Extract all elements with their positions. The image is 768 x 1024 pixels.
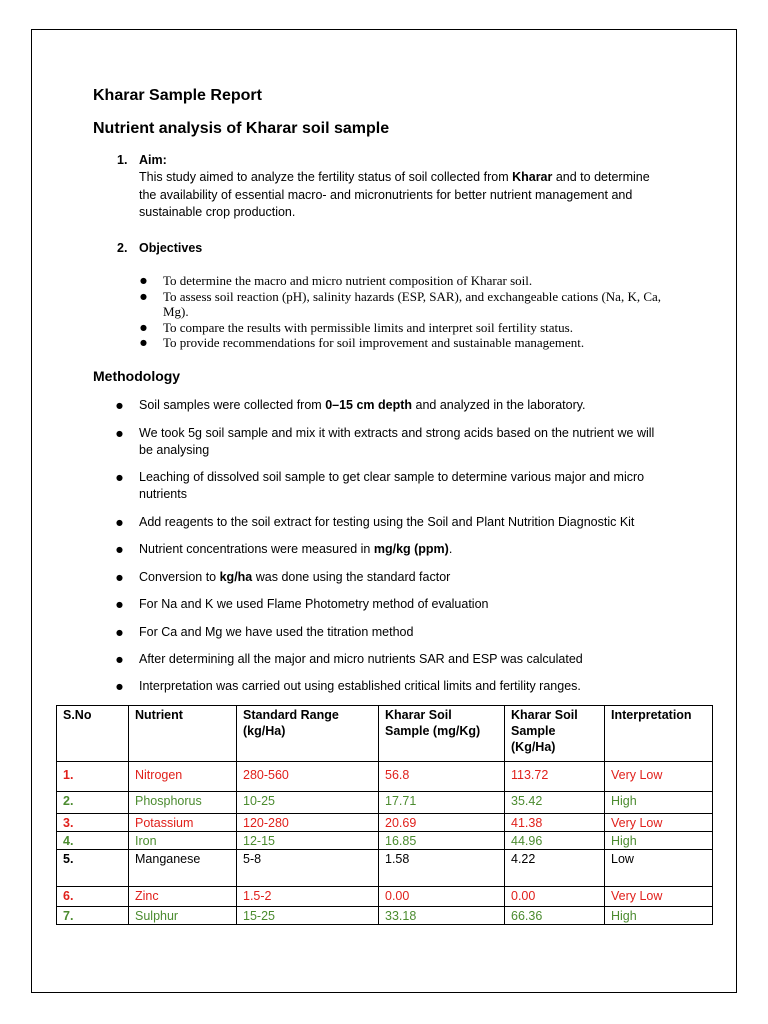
- cell-standard-range: 5-8: [237, 850, 379, 887]
- methodology-text-bold: kg/ha: [219, 570, 253, 584]
- header-sno: S.No: [57, 706, 129, 762]
- methodology-text: Add reagents to the soil extract for testing using the Soil and Plant Nutrition Diagnostic Kit: [139, 515, 635, 529]
- table-row: [57, 814, 713, 832]
- methodology-text: and analyzed in the laboratory.: [412, 398, 586, 412]
- bullet-icon: ●: [116, 473, 123, 482]
- methodology-text-bold: mg/kg (ppm): [373, 542, 449, 556]
- methodology-text: For Na and K we used Flame Photometry method of evaluation: [139, 597, 489, 611]
- cell-nutrient: Nitrogen: [129, 762, 237, 792]
- cell-interpretation: Very Low: [605, 814, 713, 832]
- methodology-text: .: [448, 542, 453, 556]
- objective-item: ● To determine the macro and micro nutrient composition of Kharar soil.: [140, 273, 680, 289]
- bullet-icon: ●: [116, 628, 123, 637]
- cell-sno: 1.: [57, 762, 129, 792]
- bullet-icon: ●: [116, 429, 123, 438]
- cell-nutrient: Zinc: [129, 887, 237, 907]
- cell-interpretation: Very Low: [605, 762, 713, 792]
- cell-standard-range: 1.5-2: [237, 887, 379, 907]
- cell-nutrient: Potassium: [129, 814, 237, 832]
- report-title: Kharar Sample Report: [93, 87, 262, 104]
- report-subtitle: Nutrient analysis of Kharar soil sample: [93, 120, 390, 137]
- cell-nutrient: Manganese: [129, 850, 237, 887]
- cell-sno: 6.: [57, 887, 129, 907]
- methodology-text: Conversion to: [139, 570, 220, 584]
- cell-standard-range: 15-25: [237, 907, 379, 925]
- cell-sno: 3.: [57, 814, 129, 832]
- methodology-item: [139, 651, 669, 668]
- cell-sample-kgha: 66.36: [505, 907, 605, 925]
- methodology-item: [139, 397, 669, 414]
- header-standard-range: Standard Range (kg/Ha): [237, 706, 379, 762]
- methodology-text: was done using the standard factor: [252, 570, 451, 584]
- header-sample-kgha: Kharar Soil Sample (Kg/Ha): [505, 706, 605, 762]
- aim-text-part: This study aimed to analyze the fertility status of soil collected from: [139, 170, 513, 184]
- cell-sno: 2.: [57, 792, 129, 814]
- nutrient-table: [56, 705, 713, 925]
- methodology-text-bold: 0–15 cm depth: [325, 398, 413, 412]
- aim-text-part: and to determine the availability of essential macro- and micronutrients for better nutrient management and sustainable crop production.: [139, 170, 650, 219]
- table-header-row: [57, 706, 713, 762]
- aim-label: Aim:: [139, 153, 167, 167]
- methodology-text: For Ca and Mg we have used the titration method: [139, 625, 414, 639]
- methodology-item: [139, 569, 669, 586]
- cell-sample-kgha: 41.38: [505, 814, 605, 832]
- bullet-icon: ●: [116, 655, 123, 664]
- cell-interpretation: High: [605, 907, 713, 925]
- cell-sno: 5.: [57, 850, 129, 887]
- cell-sample-mgkg: 20.69: [379, 814, 505, 832]
- objectives-list: [140, 273, 680, 351]
- methodology-text: Nutrient concentrations were measured in: [139, 542, 374, 556]
- cell-standard-range: 280-560: [237, 762, 379, 792]
- cell-sample-mgkg: 16.85: [379, 832, 505, 850]
- methodology-item: [139, 678, 669, 695]
- cell-interpretation: Very Low: [605, 887, 713, 907]
- cell-sample-mgkg: 17.71: [379, 792, 505, 814]
- cell-sno: 4.: [57, 832, 129, 850]
- cell-nutrient: Iron: [129, 832, 237, 850]
- methodology-item: [139, 514, 669, 531]
- cell-sample-mgkg: 56.8: [379, 762, 505, 792]
- cell-interpretation: Low: [605, 850, 713, 887]
- methodology-item: [139, 596, 669, 613]
- bullet-icon: ●: [116, 401, 123, 410]
- header-sample-mgkg: Kharar Soil Sample (mg/Kg): [379, 706, 505, 762]
- methodology-text: Soil samples were collected from: [139, 398, 326, 412]
- cell-sample-kgha: 44.96: [505, 832, 605, 850]
- methodology-text: Interpretation was carried out using established critical limits and fertility ranges.: [139, 679, 581, 693]
- objective-item: ● To assess soil reaction (pH), salinity hazards (ESP, SAR), and exchangeable cations (Na, K, Ca, Mg).: [140, 289, 680, 320]
- methodology-item: [139, 425, 669, 459]
- methodology-heading: Methodology: [93, 368, 181, 384]
- cell-sample-kgha: 4.22: [505, 850, 605, 887]
- header-nutrient: Nutrient: [129, 706, 237, 762]
- aim-text-location: Kharar: [512, 170, 553, 184]
- objective-item: ● To provide recommendations for soil improvement and sustainable management.: [140, 335, 680, 351]
- table-row: [57, 832, 713, 850]
- methodology-text: After determining all the major and micro nutrients SAR and ESP was calculated: [139, 652, 583, 666]
- bullet-icon: ●: [116, 545, 123, 554]
- table-row: [57, 850, 713, 887]
- bullet-icon: ●: [116, 682, 123, 691]
- bullet-icon: ●: [116, 518, 123, 527]
- cell-sample-mgkg: 0.00: [379, 887, 505, 907]
- table-body: [57, 762, 713, 925]
- objectives-label: Objectives: [139, 241, 203, 255]
- cell-sample-kgha: 113.72: [505, 762, 605, 792]
- bullet-icon: ●: [116, 573, 123, 582]
- cell-sample-mgkg: 33.18: [379, 907, 505, 925]
- cell-interpretation: High: [605, 792, 713, 814]
- cell-sno: 7.: [57, 907, 129, 925]
- methodology-item: [139, 624, 669, 641]
- methodology-item: [139, 469, 669, 503]
- methodology-text: We took 5g soil sample and mix it with extracts and strong acids based on the nutrient we will be analysing: [139, 426, 655, 457]
- methodology-text: Leaching of dissolved soil sample to get clear sample to determine various major and micro nutrients: [139, 470, 645, 501]
- cell-sample-kgha: 35.42: [505, 792, 605, 814]
- header-interpretation: Interpretation: [605, 706, 713, 762]
- objective-item: ● To compare the results with permissible limits and interpret soil fertility status.: [140, 320, 680, 336]
- methodology-item: [139, 541, 669, 558]
- cell-nutrient: Sulphur: [129, 907, 237, 925]
- cell-sample-mgkg: 1.58: [379, 850, 505, 887]
- cell-standard-range: 120-280: [237, 814, 379, 832]
- cell-standard-range: 12-15: [237, 832, 379, 850]
- cell-standard-range: 10-25: [237, 792, 379, 814]
- cell-sample-kgha: 0.00: [505, 887, 605, 907]
- bullet-icon: ●: [116, 600, 123, 609]
- table-row: [57, 762, 713, 792]
- table-row: [57, 792, 713, 814]
- objectives-number: 2.: [117, 241, 128, 255]
- aim-number: 1.: [117, 153, 128, 167]
- table-row: [57, 887, 713, 907]
- table-row: [57, 907, 713, 925]
- aim-text: [139, 169, 659, 222]
- cell-nutrient: Phosphorus: [129, 792, 237, 814]
- cell-interpretation: High: [605, 832, 713, 850]
